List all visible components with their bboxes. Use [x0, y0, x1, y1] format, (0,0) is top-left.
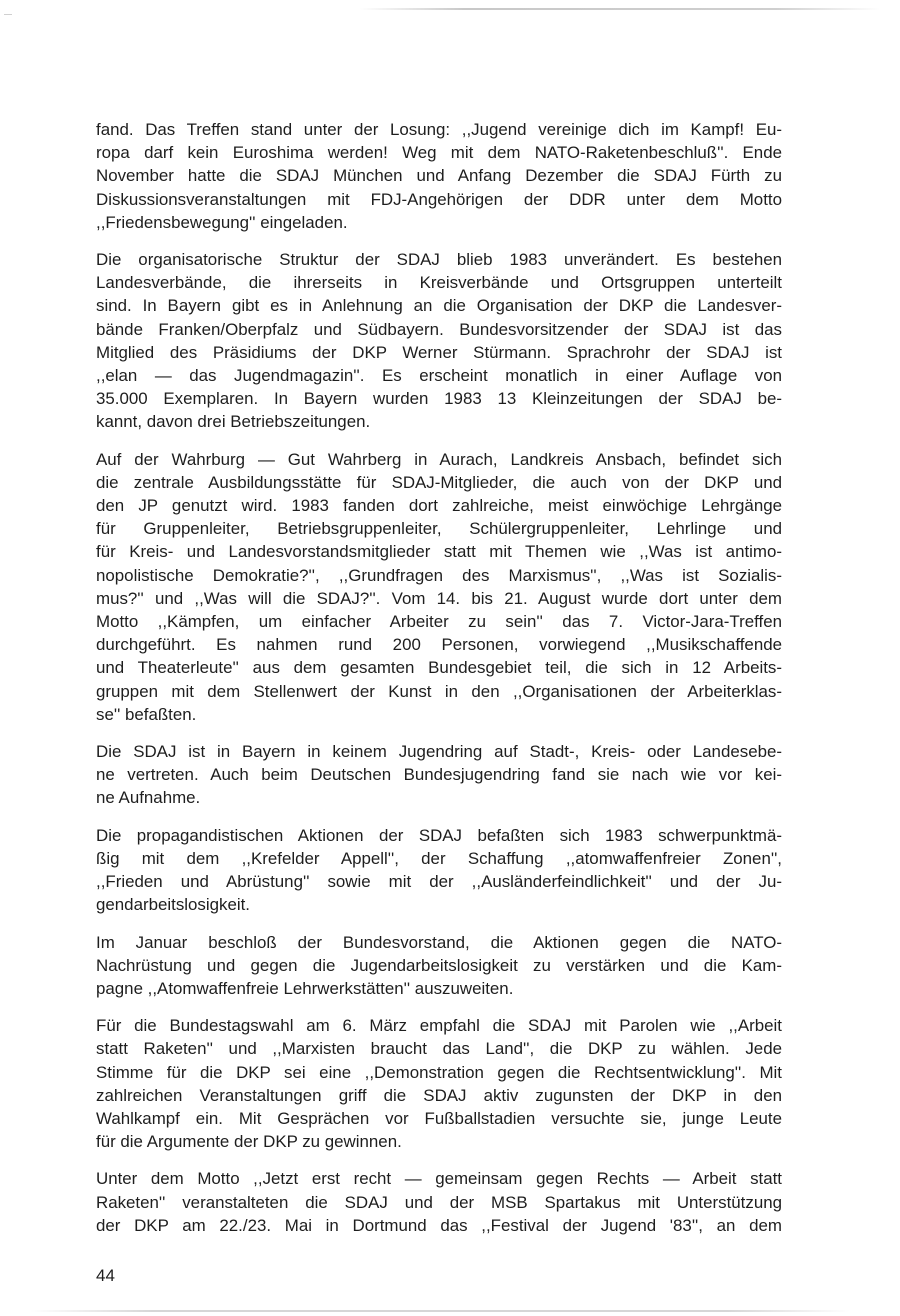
- text-line: fand. Das Treffen stand unter der Losung: ,,Jugend vereinige dich im Kampf! Eu-: [96, 120, 782, 139]
- text-line: Diskussionsveranstaltungen mit FDJ-Angehörigen der DDR unter dem Motto: [96, 189, 782, 209]
- text-line: für Gruppenleiter, Betriebsgruppenleiter, Schülergruppenleiter, Lehrlinge und: [96, 519, 782, 539]
- scan-top-edge: [360, 8, 880, 10]
- text-line: ,,elan — das Jugendmagazin''. Es erscheint monatlich in einer Auflage von: [96, 366, 782, 386]
- text-line: ,,Frieden und Abrüstung'' sowie mit der ,,Ausländerfeindlichkeit'' und der Ju-: [96, 872, 782, 892]
- text-line: für die Argumente der DKP zu gewinnen.: [96, 1132, 402, 1152]
- text-line: se'' befaßten.: [96, 704, 197, 724]
- paragraph-5: [96, 824, 782, 917]
- text-line: Nachrüstung und gegen die Jugendarbeitslosigkeit zu verstärken und die Kam-: [96, 955, 782, 975]
- text-line: statt Raketen'' und ,,Marxisten braucht das Land'', die DKP zu wählen. Jede: [96, 1039, 782, 1059]
- text-line: für Kreis- und Landesvorstandsmitglieder statt mit Themen wie ,,Was ist antimo-: [96, 542, 782, 562]
- text-line: 35.000 Exemplaren. In Bayern wurden 1983 13 Kleinzeitungen der SDAJ be-: [96, 389, 782, 409]
- text-line: gruppen mit dem Stellenwert der Kunst in den ,,Organisationen der Arbeiterklas-: [96, 681, 782, 701]
- text-line: durchgeführt. Es nahmen rund 200 Personen, vorwiegend ,,Musikschaffende: [96, 635, 782, 655]
- text-line: und Theaterleute'' aus dem gesamten Bundesgebiet teil, die sich in 12 Arbeits-: [96, 658, 782, 678]
- text-line: der DKP am 22./23. Mai in Dortmund das ,,Festival der Jugend '83'', an dem: [96, 1215, 782, 1235]
- text-line: ßig mit dem ,,Krefelder Appell'', der Schaffung ,,atomwaffenfreier Zonen'',: [96, 848, 782, 868]
- text-line: Stimme für die DKP sei eine ,,Demonstration gegen die Rechtsentwicklung''. Mit: [96, 1062, 782, 1082]
- text-line: pagne ,,Atomwaffenfreie Lehrwerkstätten'' auszuweiten.: [96, 978, 514, 998]
- text-line: Wahlkampf ein. Mit Gesprächen vor Fußballstadien versuchte sie, junge Leute: [96, 1108, 782, 1128]
- text-line: Unter dem Motto ,,Jetzt erst recht — gemeinsam gegen Rechts — Arbeit statt: [96, 1169, 782, 1189]
- scan-bottom-edge: [30, 1310, 850, 1312]
- document-body: [96, 118, 782, 1251]
- text-line: gendarbeitslosigkeit.: [96, 895, 250, 915]
- text-line: nopolistische Demokratie?'', ,,Grundfragen des Marxismus'', ,,Was ist Sozialis-: [96, 565, 782, 585]
- text-line: Landesverbände, die ihrerseits in Kreisverbände und Ortsgruppen unterteilt: [96, 273, 782, 293]
- text-line: Für die Bundestagswahl am 6. März empfahl die SDAJ mit Parolen wie ,,Arbeit: [96, 1016, 782, 1036]
- text-line: mus?'' und ,,Was will die SDAJ?''. Vom 14. bis 21. August wurde dort unter dem: [96, 588, 782, 608]
- text-line: den JP genutzt wird. 1983 fanden dort zahlreiche, meist einwöchige Lehrgänge: [96, 496, 782, 516]
- text-line: Die organisatorische Struktur der SDAJ blieb 1983 unverändert. Es bestehen: [96, 250, 782, 270]
- text-line: ne vertreten. Auch beim Deutschen Bundesjugendring fand sie nach wie vor kei-: [96, 765, 782, 785]
- text-line: ,,Friedensbewegung'' eingeladen.: [96, 212, 348, 232]
- paragraph-6: [96, 931, 782, 1001]
- paragraph-7: [96, 1014, 782, 1153]
- text-line: November hatte die SDAJ München und Anfang Dezember die SDAJ Fürth zu: [96, 166, 782, 186]
- paragraph-2: [96, 248, 782, 434]
- text-line: zahlreichen Veranstaltungen griff die SDAJ aktiv zugunsten der DKP in den: [96, 1085, 782, 1105]
- text-line: Auf der Wahrburg — Gut Wahrberg in Aurach, Landkreis Ansbach, befindet sich: [96, 449, 782, 469]
- text-line: Die propagandistischen Aktionen der SDAJ befaßten sich 1983 schwerpunktmä-: [96, 825, 782, 845]
- scan-corner-mark: [4, 14, 12, 15]
- paragraph-4: [96, 740, 782, 810]
- paragraph-8: [96, 1167, 782, 1237]
- paragraph-1: [96, 118, 782, 234]
- text-line: Raketen'' veranstalteten die SDAJ und der MSB Spartakus mit Unterstützung: [96, 1192, 782, 1212]
- text-line: Mitglied des Präsidiums der DKP Werner Stürmann. Sprachrohr der SDAJ ist: [96, 342, 782, 362]
- text-line: die zentrale Ausbildungsstätte für SDAJ-Mitglieder, die auch von der DKP und: [96, 472, 782, 492]
- text-line: ne Aufnahme.: [96, 788, 201, 808]
- text-line: Im Januar beschloß der Bundesvorstand, die Aktionen gegen die NATO-: [96, 932, 782, 952]
- text-line: Motto ,,Kämpfen, um einfacher Arbeiter zu sein'' das 7. Victor-Jara-Treffen: [96, 612, 782, 632]
- text-line: ropa darf kein Euroshima werden! Weg mit dem NATO-Raketenbeschluß''. Ende: [96, 143, 782, 163]
- text-line: sind. In Bayern gibt es in Anlehnung an die Organisation der DKP die Landesver-: [96, 296, 782, 316]
- text-line: kannt, davon drei Betriebszeitungen.: [96, 412, 371, 432]
- text-line: Die SDAJ ist in Bayern in keinem Jugendring auf Stadt-, Kreis- oder Landesebe-: [96, 742, 782, 762]
- text-line: bände Franken/Oberpfalz und Südbayern. Bundesvorsitzender der SDAJ ist das: [96, 319, 782, 339]
- page-number: 44: [96, 1266, 115, 1285]
- paragraph-3: [96, 448, 782, 726]
